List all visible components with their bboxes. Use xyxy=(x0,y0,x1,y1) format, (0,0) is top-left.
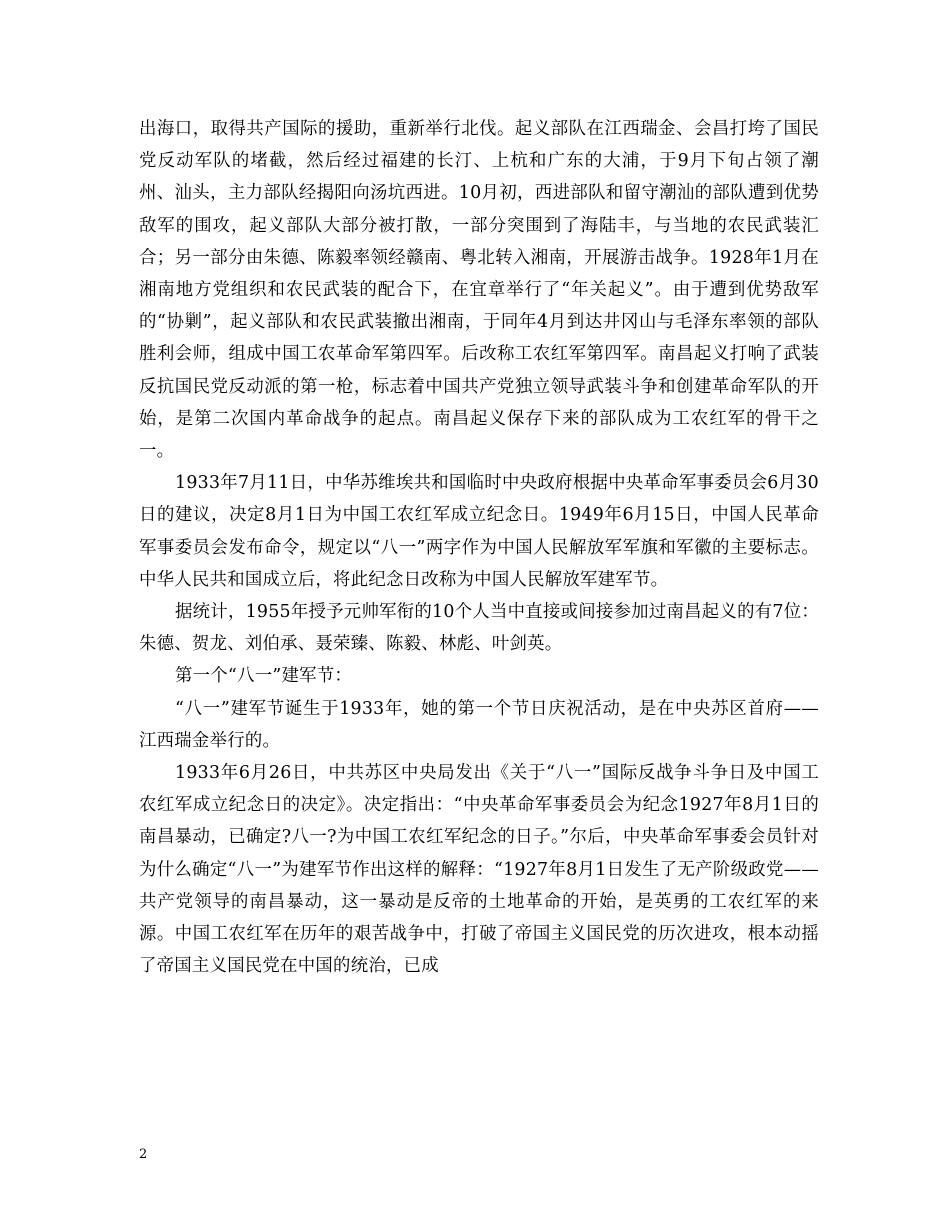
paragraph-2: 1933年7月11日，中华苏维埃共和国临时中央政府根据中央革命军事委员会6月30日的建议，决定8月1日为中国工农红军成立纪念日。1949年6月15日，中国人民革命军事委员会发布命令，规定以“八一”两字作为中国人民解放军军旗和军徽的主要标志。中华人民共和国成立后，将此纪念日改称为中国人民解放军建军节。 xyxy=(139,473,819,590)
document-body xyxy=(139,113,819,982)
page-number: 2 xyxy=(139,1147,148,1162)
paragraph-5: 1933年6月26日，中共苏区中央局发出《关于“八一”国际反战争斗争日及中国工农红军成立纪念日的决定》。决定指出：“中央革命军事委员会为纪念1927年8月1日的南昌暴动，已确定?八一?为中国工农红军纪念的日子。”尔后，中央革命军事委会员针对为什么确定“八一”为建军节作出这样的解释：“1927年8月1日发生了无产阶级政党——共产党领导的南昌暴动，这一暴动是反帝的土地革命的开始，是英勇的工农红军的来源。中国工农红军在历年的艰苦战争中，打破了帝国主义国民党的历次进攻，根本动摇了帝国主义国民党在中国的统治，已成 xyxy=(139,763,819,977)
paragraph-3: 据统计，1955年授予元帅军衔的10个人当中直接或间接参加过南昌起义的有7位：朱德、贺龙、刘伯承、聂荣臻、陈毅、林彪、叶剑英。 xyxy=(139,602,819,655)
paragraph-4: “八一”建军节诞生于1933年，她的第一个节日庆祝活动，是在中央苏区首府——江西瑞金举行的。 xyxy=(139,698,819,751)
section-heading: 第一个“八一”建军节： xyxy=(175,666,353,687)
paragraph-1: 出海口，取得共产国际的援助，重新举行北伐。起义部队在江西瑞金、会昌打垮了国民党反动军队的堵截，然后经过福建的长汀、上杭和广东的大浦，于9月下旬占领了潮州、汕头，主力部队经揭阳向汤坑西进。10月初，西进部队和留守潮汕的部队遭到优势敌军的围攻，起义部队大部分被打散，一部分突围到了海陆丰，与当地的农民武装汇合；另一部分由朱德、陈毅率领经赣南、粤北转入湘南，开展游击战争。1928年1月在湘南地方党组织和农民武装的配合下，在宜章举行了“年关起义”。由于遭到优势敌军的“协剿”，起义部队和农民武装撤出湘南，于同年4月到达井冈山与毛泽东率领的部队胜利会师，组成中国工农革命军第四军。后改称工农红军第四军。南昌起义打响了武装反抗国民党反动派的第一枪，标志着中国共产党独立领导武装斗争和创建革命军队的开始，是第二次国内革命战争的起点。南昌起义保存下来的部队成为工农红军的骨干之一。 xyxy=(139,119,819,462)
